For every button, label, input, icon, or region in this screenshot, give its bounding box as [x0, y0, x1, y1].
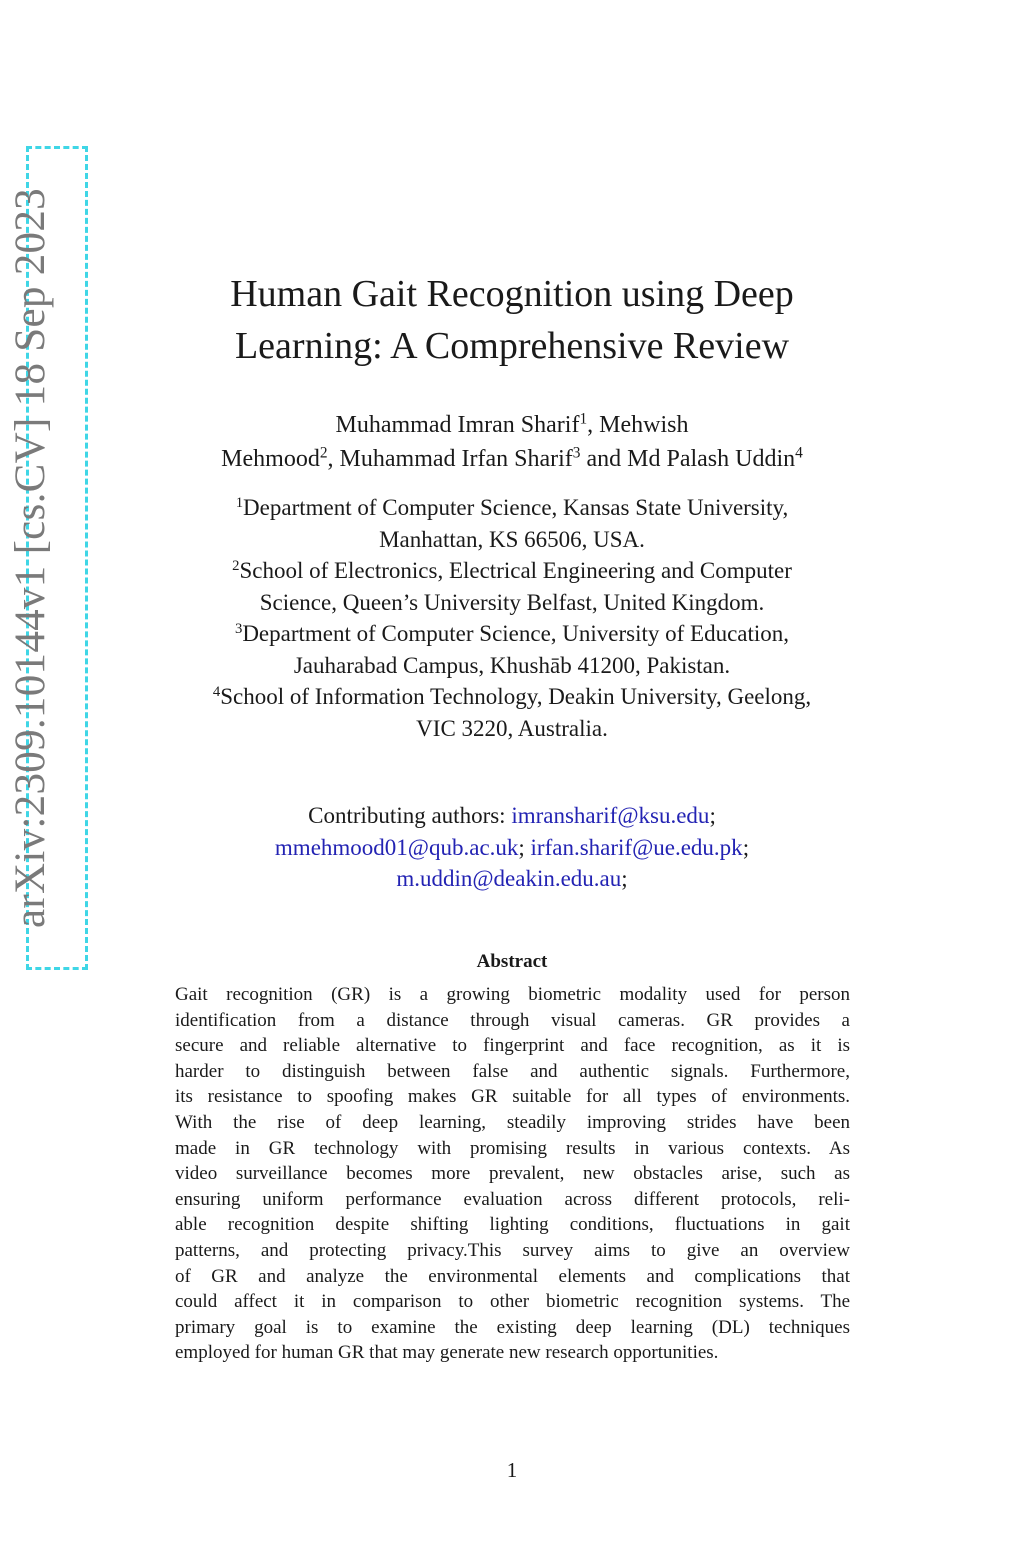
affiliation: [140, 681, 884, 744]
arxiv-stamp[interactable]: [5, 152, 57, 964]
affiliation-list: [140, 492, 884, 744]
affiliation-line: VIC 3220, Australia.: [416, 715, 608, 741]
affiliation: [140, 618, 884, 681]
abstract-line: able recognition despite shifting lighting conditions, fluctuations in gait: [175, 1214, 850, 1236]
email-link[interactable]: mmehmood01@qub.ac.uk: [274, 834, 519, 860]
arxiv-stamp-label: arXiv:2309.10144v1 [cs.CV] 18 Sep 2023: [7, 188, 54, 928]
abstract-line: Gait recognition (GR) is a growing biometric modality used for person: [175, 984, 850, 1005]
abstract-line: video surveillance becomes more prevalent, new obstacles arise, such as: [175, 1163, 850, 1185]
author-name: Mehmood: [221, 446, 320, 472]
email-separator: ;: [742, 834, 750, 860]
affiliation-line: Science, Queen’s University Belfast, United Kingdom.: [259, 589, 765, 615]
author-name: Md Palash Uddin: [627, 446, 796, 472]
author-name: Muhammad Irfan Sharif: [339, 446, 573, 472]
abstract-line: harder to distinguish between false and authentic signals. Furthermore,: [175, 1060, 850, 1082]
abstract-line: primary goal is to examine the existing deep learning (DL) techniques: [175, 1316, 850, 1338]
page-number: 1: [506, 1458, 518, 1482]
paper-title: [162, 268, 862, 372]
author-list: Muhammad Imran Sharif$^1$, Mehwish Mehmood$^2$, Muhammad Irfan Sharif$^3$ and Md Palash Uddin$^4$: [221, 410, 803, 472]
email-separator: ;: [621, 866, 628, 891]
affiliation-mark: 4: [212, 683, 221, 700]
affiliation: [140, 492, 884, 555]
email-separator: ;: [518, 834, 525, 860]
author-separator: ,: [587, 412, 600, 438]
author-affiliation-mark: 2: [319, 444, 328, 462]
affiliation-line: Manhattan, KS 66506, USA.: [379, 526, 645, 552]
abstract-line: identification from a distance through visual cameras. GR provides a: [175, 1009, 850, 1031]
affiliation-mark: 1: [235, 494, 244, 511]
email-link[interactable]: imransharif@ksu.edu: [511, 803, 710, 828]
contributing-authors: [140, 800, 884, 895]
abstract-line: patterns, and protecting privacy.This survey aims to give an overview: [175, 1239, 850, 1261]
abstract-line: With the rise of deep learning, steadily improving strides have been: [175, 1111, 850, 1133]
affiliation-line: School of Information Technology, Deakin University, Geelong,: [220, 684, 812, 709]
abstract-body: [175, 982, 850, 1366]
author-separator: ,: [327, 446, 340, 472]
abstract-line: could affect it in comparison to other biometric recognition systems. The: [175, 1291, 850, 1313]
email-link[interactable]: irfan.sharif@ue.edu.pk: [530, 834, 743, 860]
abstract-line: its resistance to spoofing makes GR suitable for all types of environments.: [175, 1086, 850, 1108]
email-separator: ;: [709, 803, 716, 828]
author-separator: and: [580, 446, 628, 472]
affiliation: [140, 555, 884, 618]
affiliation-mark: 3: [234, 620, 243, 637]
abstract-line: ensuring uniform performance evaluation across different protocols, reli-: [175, 1188, 850, 1210]
abstract-line: secure and reliable alternative to fingerprint and face recognition, as it is: [175, 1035, 850, 1057]
author-affiliation-mark: 1: [579, 410, 588, 428]
email-link[interactable]: m.uddin@deakin.edu.au: [396, 866, 622, 891]
author-affiliation-mark: 4: [795, 444, 803, 462]
title-line-2: Learning: A Comprehensive Review: [234, 325, 790, 367]
affiliation-line: Department of Computer Science, University of Education,: [242, 621, 790, 646]
author-affiliation-mark: 3: [572, 444, 581, 462]
abstract-line: made in GR technology with promising results in various contexts. As: [175, 1137, 850, 1159]
abstract-line: of GR and analyze the environmental elements and complications that: [175, 1265, 850, 1287]
affiliation-line: Jauharabad Campus, Khushāb 41200, Pakistan.: [293, 652, 731, 678]
title-line-1: Human Gait Recognition using Deep: [230, 273, 794, 315]
author-name: Muhammad Imran Sharif: [335, 412, 580, 438]
affiliation-mark: 2: [232, 557, 240, 574]
contacts-label: Contributing authors:: [308, 803, 512, 828]
abstract-line: employed for human GR that may generate new research opportunities.: [175, 1342, 719, 1364]
affiliation-line: Department of Computer Science, Kansas State University,: [243, 495, 789, 520]
abstract-heading: Abstract: [476, 951, 548, 972]
affiliation-line: School of Electronics, Electrical Engineering and Computer: [239, 558, 792, 583]
